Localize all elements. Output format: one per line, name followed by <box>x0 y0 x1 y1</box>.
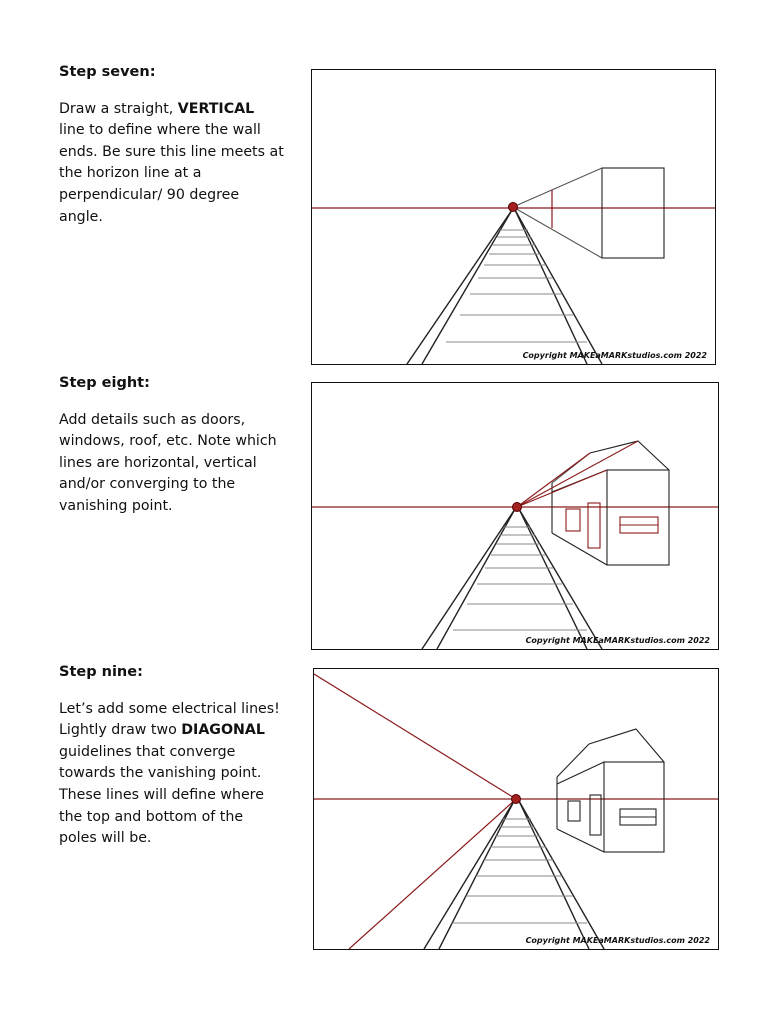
railroad-track <box>407 210 602 364</box>
step-title: Step nine: <box>59 664 143 680</box>
step-title: Step eight: <box>59 375 150 391</box>
copyright-text: Copyright MAKEaMARKstudios.com 2022 <box>525 936 710 945</box>
desc-text: Draw a straight, <box>59 100 178 117</box>
desc-text: Add details such as doors, windows, roof, etc. Note which lines are horizontal, vertical and/or converging to the vanishing point. <box>59 411 277 514</box>
desc-emphasis: VERTICAL <box>177 100 255 117</box>
step-seven-illustration <box>311 69 716 365</box>
vanishing-point-icon <box>513 503 522 512</box>
desc-emphasis: DIAGONAL <box>181 722 265 739</box>
railroad-track <box>422 509 602 649</box>
railroad-ties <box>453 527 587 630</box>
building-outline <box>557 729 664 852</box>
window-left <box>566 509 580 531</box>
desc-text: line to define where the wall ends. Be sure this line meets at the horizon line at a perpendicular/ 90 degree angle. <box>59 122 284 225</box>
step-eight-text <box>59 373 284 518</box>
desc-text: guidelines that converge towards the vanishing point. These lines will define where the top and bottom of the poles will be. <box>59 743 264 847</box>
desc-text: Let’s add some electrical lines! Lightly draw two <box>59 700 280 739</box>
step-description <box>59 410 284 518</box>
railroad-track <box>424 801 604 949</box>
step-nine-illustration <box>313 668 719 950</box>
vanishing-point-icon <box>512 795 521 804</box>
perspective-drawing <box>312 383 718 649</box>
window-left <box>568 801 580 821</box>
perspective-drawing <box>312 70 715 364</box>
step-seven-text <box>59 62 284 228</box>
diagonal-guideline-bottom <box>349 799 516 949</box>
step-title: Step seven: <box>59 64 156 80</box>
building-outline <box>552 441 669 565</box>
door <box>588 503 600 548</box>
perspective-drawing <box>314 669 718 949</box>
step-eight-illustration <box>311 382 719 650</box>
step-description <box>59 699 284 850</box>
building-outline <box>513 168 664 258</box>
copyright-text: Copyright MAKEaMARKstudios.com 2022 <box>525 636 710 645</box>
vanishing-point-icon <box>509 203 518 212</box>
step-description <box>59 99 284 229</box>
detail-guidelines <box>517 441 658 548</box>
step-nine-text <box>59 662 284 850</box>
door <box>590 795 601 835</box>
diagonal-guideline-top <box>314 674 516 799</box>
copyright-text: Copyright MAKEaMARKstudios.com 2022 <box>522 351 707 360</box>
